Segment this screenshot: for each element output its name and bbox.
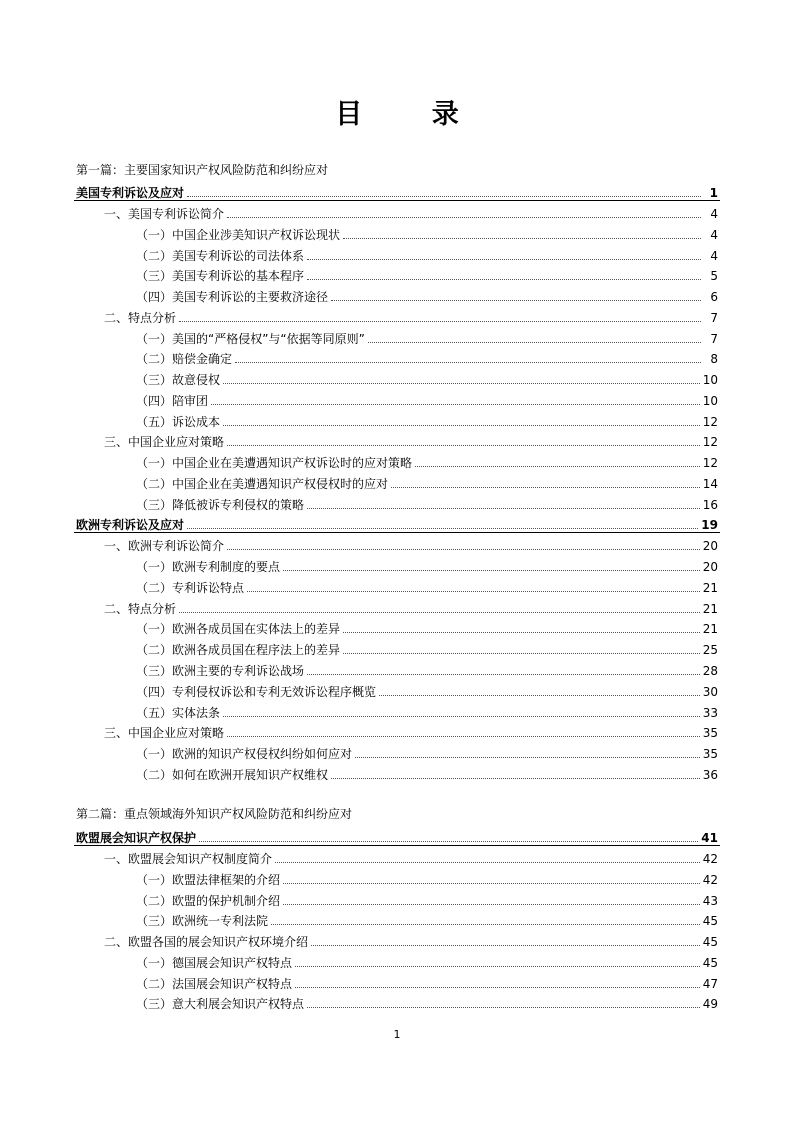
toc-entry-title: （二）赔偿金确定 (136, 352, 233, 366)
toc-entry-title: （三）欧洲主要的专利诉讼战场 (136, 664, 305, 678)
dot-leader (223, 383, 700, 384)
dot-leader (311, 945, 700, 946)
toc-entry-title: （五）实体法条 (136, 706, 221, 720)
toc-entry-page: 49 (702, 997, 718, 1011)
toc-entry-title: （二）欧盟的保护机制介绍 (136, 894, 281, 908)
toc-entry-page: 5 (710, 269, 718, 283)
toc-entry-title: （四）陪审团 (136, 394, 209, 408)
toc-subsection-entry[interactable] (136, 222, 718, 242)
toc-entry-page: 42 (702, 873, 718, 887)
toc-entry-title: （三）故意侵权 (136, 373, 221, 387)
toc-entry-page: 16 (702, 498, 718, 512)
toc-entry-page: 42 (702, 852, 718, 866)
dot-leader (307, 508, 700, 509)
toc-entry-page: 6 (710, 290, 718, 304)
dot-leader (227, 736, 700, 737)
toc-chapter-entry[interactable] (76, 825, 718, 845)
dot-leader (283, 904, 700, 905)
dot-leader (211, 404, 700, 405)
dot-leader (227, 217, 701, 218)
toc-entry-page: 41 (701, 831, 718, 845)
toc-entry-title: （二）法国展会知识产权特点 (136, 977, 293, 991)
toc-entry-title: 二、特点分析 (104, 311, 177, 325)
toc-entry-page: 12 (702, 435, 718, 449)
toc-entry-page: 47 (702, 977, 718, 991)
toc-subsection-entry[interactable] (136, 741, 718, 761)
toc-entry-page: 7 (710, 311, 718, 325)
dot-leader (307, 279, 701, 280)
dot-leader (343, 632, 700, 633)
toc-entry-page: 45 (702, 956, 718, 970)
toc-entry-page: 20 (702, 539, 718, 553)
dot-leader (283, 883, 700, 884)
toc-entry-title: （四）专利侵权诉讼和专利无效诉讼程序概览 (136, 685, 377, 699)
toc-subsection-entry[interactable] (136, 367, 718, 387)
dot-leader (343, 653, 700, 654)
dot-leader (379, 695, 700, 696)
dot-leader (179, 321, 701, 322)
toc-entry-page: 1 (709, 186, 718, 200)
toc-subsection-entry[interactable] (136, 346, 718, 366)
toc-entry-page: 8 (710, 352, 718, 366)
dot-leader (368, 342, 701, 343)
toc-subsection-entry[interactable] (136, 637, 718, 657)
toc-subsection-entry[interactable] (136, 908, 718, 928)
toc-section-entry[interactable] (104, 720, 718, 740)
part-heading-1: 第一篇：主要国家知识产权风险防范和纠纷应对 (76, 163, 329, 177)
toc-section-entry[interactable] (104, 201, 718, 221)
toc-entry-page: 4 (710, 207, 718, 221)
toc-entry-title: （三）欧洲统一专利法院 (136, 914, 269, 928)
toc-entry-page: 28 (702, 664, 718, 678)
dot-leader (331, 300, 701, 301)
toc-entry-page: 4 (710, 228, 718, 242)
dot-leader (187, 196, 701, 197)
toc-entry-title: （二）中国企业在美遭遇知识产权侵权时的应对 (136, 477, 389, 491)
toc-subsection-entry[interactable] (136, 679, 718, 699)
toc-subsection-entry[interactable] (136, 284, 718, 304)
toc-subsection-entry[interactable] (136, 492, 718, 512)
toc-entry-title: （一）德国展会知识产权特点 (136, 956, 293, 970)
toc-entry-page: 35 (702, 747, 718, 761)
toc-subsection-entry[interactable] (136, 762, 718, 782)
toc-entry-title: 三、中国企业应对策略 (104, 726, 225, 740)
toc-section-entry[interactable] (104, 596, 718, 616)
toc-entry-page: 10 (702, 373, 718, 387)
dot-leader (199, 841, 698, 842)
toc-entry-title: 欧洲专利诉讼及应对 (76, 518, 185, 532)
dot-leader (331, 778, 700, 779)
dot-leader (355, 757, 700, 758)
toc-entry-page: 12 (702, 415, 718, 429)
dot-leader (391, 487, 700, 488)
toc-entry-page: 21 (702, 622, 718, 636)
toc-entry-title: （一）欧洲专利制度的要点 (136, 560, 281, 574)
toc-entry-page: 45 (702, 935, 718, 949)
toc-subsection-entry[interactable] (136, 326, 718, 346)
toc-section-entry[interactable] (104, 429, 718, 449)
toc-entry-title: 二、特点分析 (104, 602, 177, 616)
dot-leader (227, 445, 700, 446)
toc-entry-title: 美国专利诉讼及应对 (76, 186, 185, 200)
dot-leader (307, 674, 700, 675)
toc-entry-title: （一）欧盟法律框架的介绍 (136, 873, 281, 887)
toc-entry-title: （五）诉讼成本 (136, 415, 221, 429)
toc-entry-title: （三）美国专利诉讼的基本程序 (136, 269, 305, 283)
toc-subsection-entry[interactable] (136, 658, 718, 678)
toc-entry-title: （一）美国的“严格侵权”与“依据等同原则” (136, 332, 365, 346)
dot-leader (247, 591, 700, 592)
toc-subsection-entry[interactable] (136, 450, 718, 470)
toc-subsection-entry[interactable] (136, 888, 718, 908)
dot-leader (283, 570, 700, 571)
toc-subsection-entry[interactable] (136, 575, 718, 595)
toc-entry-title: （一）欧洲的知识产权侵权纠纷如何应对 (136, 747, 353, 761)
toc-entry-page: 21 (702, 581, 718, 595)
toc-entry-page: 10 (702, 394, 718, 408)
toc-entry-page: 21 (702, 602, 718, 616)
toc-entry-page: 45 (702, 914, 718, 928)
dot-leader (307, 259, 701, 260)
toc-entry-page: 19 (701, 518, 718, 532)
toc-entry-title: （二）美国专利诉讼的司法体系 (136, 249, 305, 263)
toc-entry-title: （一）中国企业涉美知识产权诉讼现状 (136, 228, 341, 242)
toc-entry-page: 4 (710, 249, 718, 263)
toc-entry-page: 35 (702, 726, 718, 740)
toc-entry-title: （四）美国专利诉讼的主要救济途径 (136, 290, 329, 304)
toc-entry-title: （三）降低被诉专利侵权的策略 (136, 498, 305, 512)
toc-subsection-entry[interactable] (136, 616, 718, 636)
toc-subsection-entry[interactable] (136, 950, 718, 970)
toc-entry-title: 二、欧盟各国的展会知识产权环境介绍 (104, 935, 309, 949)
dot-leader (223, 425, 700, 426)
part-heading-2: 第二篇：重点领域海外知识产权风险防范和纠纷应对 (76, 807, 353, 821)
toc-entry-title: （一）中国企业在美遭遇知识产权诉讼时的应对策略 (136, 456, 413, 470)
dot-leader (307, 1007, 700, 1008)
toc-entry-title: 一、欧洲专利诉讼简介 (104, 539, 225, 553)
toc-chapter-entry[interactable] (76, 512, 718, 532)
toc-section-entry[interactable] (104, 846, 718, 866)
toc-entry-page: 43 (702, 894, 718, 908)
toc-section-entry[interactable] (104, 305, 718, 325)
toc-entry-title: （二）专利诉讼特点 (136, 581, 245, 595)
page-title: 目 录 (335, 99, 489, 130)
toc-subsection-entry[interactable] (136, 263, 718, 283)
toc-entry-title: （三）意大利展会知识产权特点 (136, 997, 305, 1011)
toc-subsection-entry[interactable] (136, 971, 718, 991)
toc-entry-page: 33 (702, 706, 718, 720)
toc-chapter-entry[interactable] (76, 180, 718, 200)
toc-entry-title: （一）欧洲各成员国在实体法上的差异 (136, 622, 341, 636)
toc-entry-page: 14 (702, 477, 718, 491)
toc-entry-page: 7 (710, 332, 718, 346)
dot-leader (415, 466, 700, 467)
dot-leader (295, 987, 700, 988)
toc-subsection-entry[interactable] (136, 388, 718, 408)
dot-leader (343, 238, 701, 239)
toc-section-entry[interactable] (104, 929, 718, 949)
toc-entry-page: 30 (702, 685, 718, 699)
toc-entry-title: 欧盟展会知识产权保护 (76, 831, 197, 845)
toc-entry-title: 三、中国企业应对策略 (104, 435, 225, 449)
dot-leader (271, 924, 700, 925)
dot-leader (227, 549, 700, 550)
dot-leader (235, 362, 701, 363)
page-number: 1 (393, 1028, 401, 1041)
toc-subsection-entry[interactable] (136, 867, 718, 887)
toc-entry-title: 一、欧盟展会知识产权制度简介 (104, 852, 273, 866)
toc-entry-title: 一、美国专利诉讼简介 (104, 207, 225, 221)
toc-entry-title: （二）欧洲各成员国在程序法上的差异 (136, 643, 341, 657)
dot-leader (275, 862, 700, 863)
toc-entry-page: 12 (702, 456, 718, 470)
dot-leader (187, 528, 698, 529)
dot-leader (179, 612, 700, 613)
toc-entry-page: 25 (702, 643, 718, 657)
toc-subsection-entry[interactable] (136, 243, 718, 263)
toc-entry-page: 20 (702, 560, 718, 574)
dot-leader (295, 966, 700, 967)
toc-subsection-entry[interactable] (136, 471, 718, 491)
toc-entry-page: 36 (702, 768, 718, 782)
dot-leader (223, 716, 700, 717)
toc-subsection-entry[interactable] (136, 409, 718, 429)
toc-subsection-entry[interactable] (136, 700, 718, 720)
toc-subsection-entry[interactable] (136, 554, 718, 574)
toc-section-entry[interactable] (104, 533, 718, 553)
toc-subsection-entry[interactable] (136, 991, 718, 1011)
toc-entry-title: （二）如何在欧洲开展知识产权维权 (136, 768, 329, 782)
